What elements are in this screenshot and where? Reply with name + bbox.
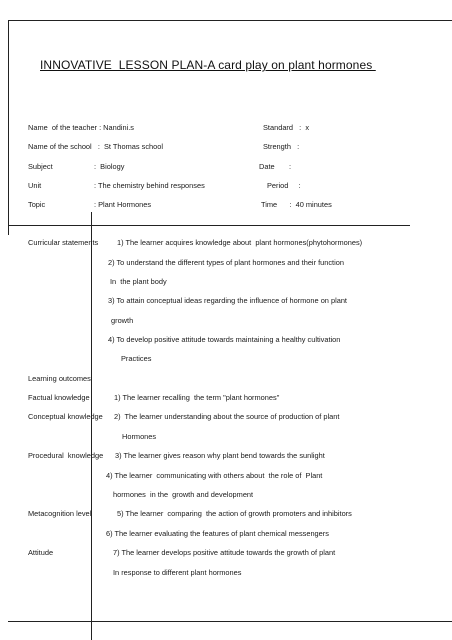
curricular-line: growth <box>111 316 134 325</box>
left-border-line <box>8 20 9 235</box>
strength-field: Strength : <box>263 142 300 151</box>
conceptual-line: Hormones <box>122 432 157 441</box>
time-field: Time : 40 minutes <box>261 200 332 209</box>
metacognition-line: 6) The learner evaluating the features of plant chemical messengers <box>106 529 329 538</box>
procedural-line: 4) The learner communicating with others about the role of Plant <box>106 471 323 480</box>
top-border-line <box>8 20 452 21</box>
procedural-label: Procedural knowledge <box>28 451 104 460</box>
column-divider-line <box>91 212 92 640</box>
attitude-line: In response to different plant hormones <box>113 568 242 577</box>
date-field: Date : <box>259 162 292 171</box>
metacognition-label: Metacognition level <box>28 509 92 518</box>
subject-value: : Biology <box>94 162 125 171</box>
curricular-line: 1) The learner acquires knowledge about plant hormones(phytohormones) <box>117 238 363 247</box>
topic-value: : Plant Hormones <box>94 200 152 209</box>
attitude-line: 7) The learner develops positive attitude towards the growth of plant <box>113 548 336 557</box>
conceptual-line: 2) The learner understanding about the source of production of plant <box>114 412 340 421</box>
standard-field: Standard : x <box>263 123 310 132</box>
outcomes-heading: Learning outcomes <box>28 374 91 383</box>
period-field: Period : <box>267 181 301 190</box>
page-title: INNOVATIVE LESSON PLAN-A card play on plant hormones <box>40 58 376 72</box>
teacher-name: Name of the teacher : Nandini.s <box>28 123 134 132</box>
factual-label: Factual knowledge <box>28 393 90 402</box>
metacognition-line: 5) The learner comparing the action of growth promoters and inhibitors <box>117 509 352 518</box>
conceptual-label: Conceptual knowledge <box>28 412 103 421</box>
curricular-label: Curricular statements <box>28 238 99 247</box>
bottom-divider-line <box>8 621 452 622</box>
procedural-line: hormones in the growth and development <box>113 490 254 499</box>
curricular-line: 2) To understand the different types of plant hormones and their function <box>108 258 344 267</box>
unit-label: Unit <box>28 181 42 190</box>
procedural-line: 3) The learner gives reason why plant bend towards the sunlight <box>115 451 325 460</box>
school-name: Name of the school : St Thomas school <box>28 142 164 151</box>
subject-label: Subject <box>28 162 53 171</box>
curricular-line: 4) To develop positive attitude towards maintaining a healthy cultivation <box>108 335 341 344</box>
curricular-line: 3) To attain conceptual ideas regarding the influence of hormone on plant <box>108 296 347 305</box>
unit-value: : The chemistry behind responses <box>94 181 205 190</box>
factual-line: 1) The learner recalling the term "plant hormones" <box>114 393 280 402</box>
topic-label: Topic <box>28 200 46 209</box>
attitude-label: Attitude <box>28 548 54 557</box>
curricular-line: In the plant body <box>110 277 167 286</box>
curricular-line: Practices <box>121 354 152 363</box>
section-divider-line <box>8 225 410 226</box>
